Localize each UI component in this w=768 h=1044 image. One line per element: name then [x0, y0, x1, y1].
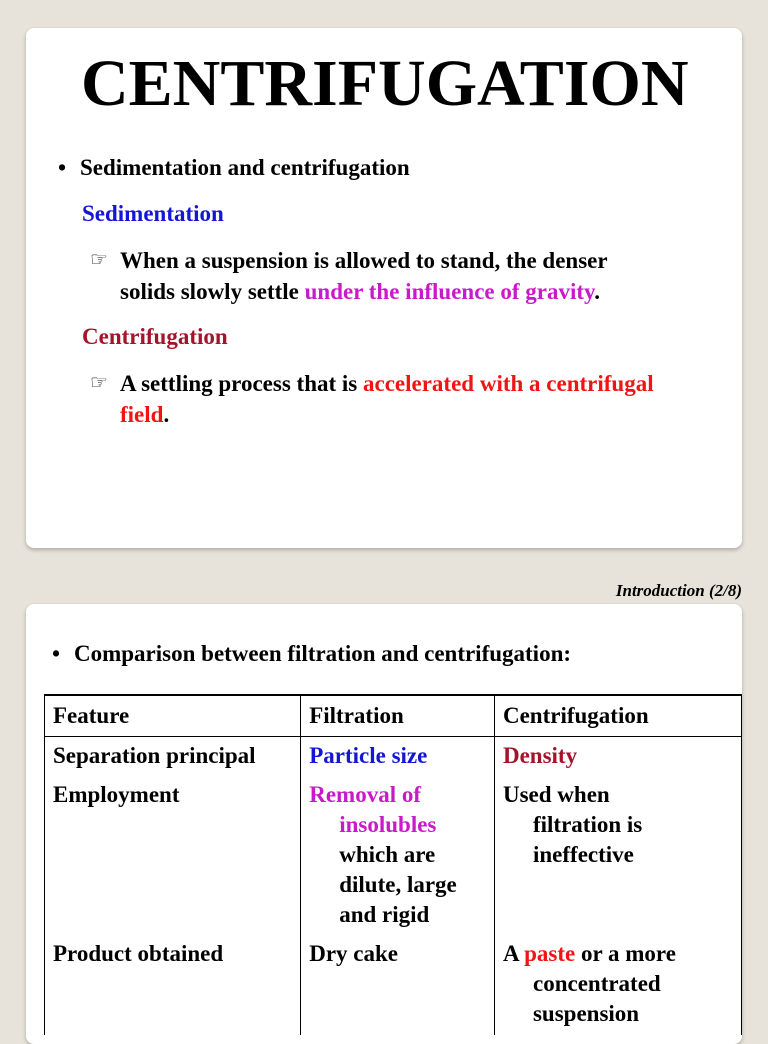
- comparison-table: [44, 694, 742, 1035]
- centrifugation-text: [120, 368, 740, 430]
- text-a: A: [502, 941, 525, 966]
- centrifugation-heading: Centrifugation: [82, 324, 228, 349]
- bullet-text: Comparison between filtration and centrifugation:: [74, 641, 572, 666]
- bullet-item: [58, 153, 410, 183]
- table-cell: Particle size: [301, 737, 495, 778]
- paste-highlight: paste: [524, 941, 576, 966]
- table-cell: Separation principal: [45, 737, 301, 778]
- period: .: [594, 279, 601, 304]
- slide-comparison: [26, 604, 742, 1044]
- table-row: [45, 737, 742, 778]
- slide-title: CENTRIFUGATION: [81, 47, 689, 120]
- slide-caption: Introduction (2/8): [615, 581, 742, 600]
- centrifugation-line-1: A settling process that is: [120, 371, 363, 396]
- gravity-highlight: under the influence of gravity: [304, 279, 595, 304]
- bullet-icon: •: [58, 155, 67, 180]
- table-cell: [494, 936, 741, 1035]
- table-cell: Product obtained: [45, 936, 301, 1035]
- sedimentation-line-2: solids slowly settle: [120, 279, 305, 304]
- header-cell: Filtration: [301, 695, 495, 737]
- sedimentation-text: [120, 245, 730, 307]
- removal-highlight: Removal of insolubles: [309, 782, 437, 837]
- text-b: or a more concentrated suspension: [532, 941, 676, 1026]
- centrifugation-text: Used when filtration is ineffective: [502, 782, 643, 867]
- filtration-text: which are dilute, large and rigid: [339, 842, 457, 927]
- header-cell: Centrifugation: [494, 695, 741, 737]
- period: .: [163, 402, 170, 427]
- table-cell: [301, 777, 495, 936]
- pointing-hand-icon: ☞: [90, 249, 108, 271]
- field-highlight: field: [120, 402, 164, 427]
- slide-centrifugation: [26, 28, 742, 548]
- sedimentation-line-1: When a suspension is allowed to stand, the denser: [120, 248, 608, 273]
- table-header-row: [45, 695, 742, 737]
- header-cell: Feature: [45, 695, 301, 737]
- pointing-hand-icon: ☞: [90, 372, 108, 394]
- table-cell: [494, 777, 741, 936]
- bullet-item: [52, 639, 571, 669]
- table-row: [45, 777, 742, 936]
- bullet-icon: •: [52, 641, 61, 666]
- table-cell: Density: [494, 737, 741, 778]
- table-cell: Dry cake: [301, 936, 495, 1035]
- table-row: [45, 936, 742, 1035]
- table-cell: Employment: [45, 777, 301, 936]
- centrifugal-highlight: accelerated with a centrifugal: [363, 371, 654, 396]
- sedimentation-heading: Sedimentation: [82, 201, 224, 226]
- bullet-text: Sedimentation and centrifugation: [80, 155, 410, 180]
